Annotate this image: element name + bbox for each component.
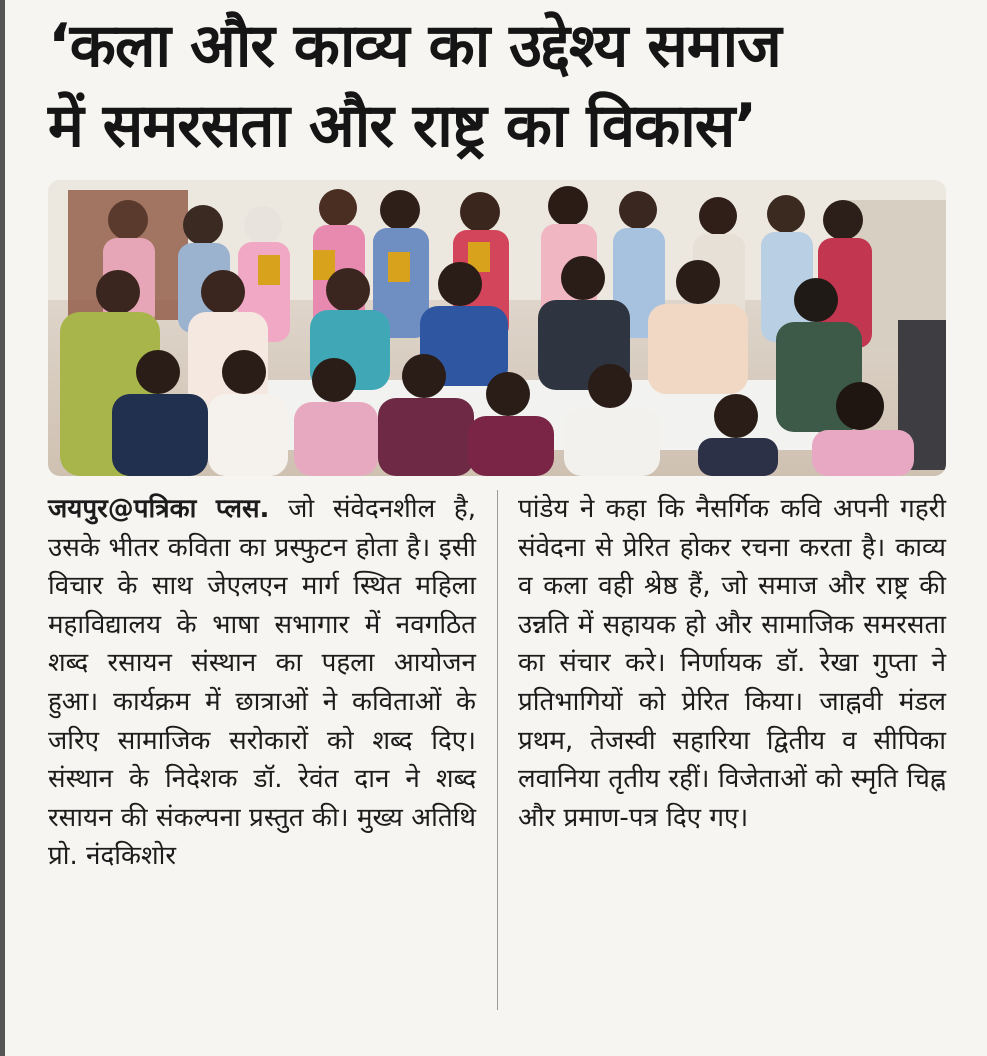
dateline: जयपुर@पत्रिका प्लस. (48, 494, 270, 524)
article-column-2 (518, 490, 946, 837)
article-body (48, 490, 946, 1030)
page-edge-rule (0, 0, 5, 1056)
headline-line-1: ‘कला और काव्य का उद्देश्य समाज (48, 11, 781, 81)
group-photo-icon (48, 180, 946, 476)
article-column-1 (48, 490, 476, 876)
column-2-text: पांडेय ने कहा कि नैसर्गिक कवि अपनी गहरी संवेदना से प्रेरित होकर रचना करता है। काव्य व कला वही श्रेष्ठ हैं, जो समाज और राष्ट्र की उन्नति में सहायक हो और सामाजिक समरसता का संचार करे। निर्णायक डॉ. रेखा गुप्ता ने प्रतिभागियों को प्रेरित किया। जाह्नवी मंडल प्रथम, तेजस्वी सहारिया द्वितीय व सीपिका लवानिया तृतीय रहीं। विजेताओं को स्मृति चिह्न और प्रमाण-पत्र दिए गए। (518, 494, 946, 833)
column-divider (497, 490, 498, 1010)
headline-line-2: में समरसता और राष्ट्र का विकास’ (48, 91, 757, 161)
group-photo (48, 180, 946, 476)
column-1-text: जो संवेदनशील है, उसके भीतर कविता का प्रस्फुटन होता है। इसी विचार के साथ जेएलएन मार्ग स्थित महिला महाविद्यालय के भाषा सभागार में नवगठित शब्द रसायन संस्थान का पहला आयोजन हुआ। कार्यक्रम में छात्राओं ने कविताओं के जरिए सामाजिक सरोकारों को शब्द दिए। संस्थान के निदेशक डॉ. रेवंत दान ने शब्द रसायन की संकल्पना प्रस्तुत की। मुख्य अतिथि प्रो. नंदकिशोर (48, 494, 476, 872)
headline (48, 6, 968, 166)
